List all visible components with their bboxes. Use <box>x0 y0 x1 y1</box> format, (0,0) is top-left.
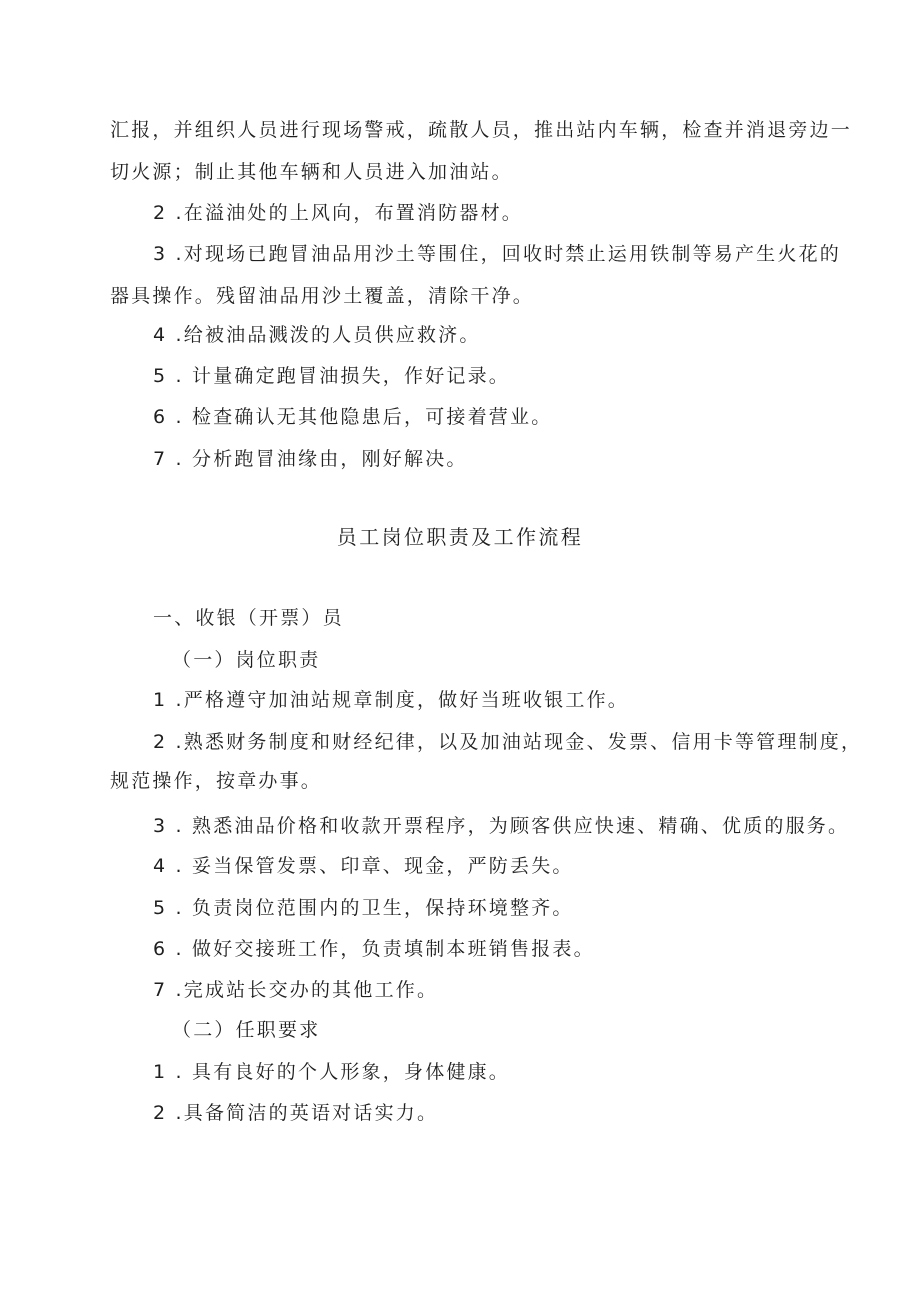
list-item: 7 .完成站长交办的其他工作。 <box>153 979 439 1001</box>
paragraph-line: 切火源；制止其他车辆和人员进入加油站。 <box>110 161 513 183</box>
list-item: 2 .具备简洁的英语对话实力。 <box>153 1102 439 1124</box>
list-item-continuation: 器具操作。残留油品用沙土覆盖，清除干净。 <box>110 285 535 307</box>
document-title: 员工岗位职责及工作流程 <box>336 525 584 549</box>
list-item: 4 . 妥当保管发票、印章、现金，严防丢失。 <box>153 855 574 877</box>
list-item: 3 . 熟悉油品价格和收款开票程序，为顾客供应快速、精确、优质的服务。 <box>153 815 850 837</box>
list-item: 6 . 做好交接班工作，负责填制本班销售报表。 <box>153 938 595 960</box>
list-item: 2 .熟悉财务制度和财经纪律，以及加油站现金、发票、信用卡等管理制度， <box>153 731 863 753</box>
list-item: 1 .严格遵守加油站规章制度，做好当班收银工作。 <box>153 689 629 711</box>
list-item: 1 . 具有良好的个人形象，身体健康。 <box>153 1061 511 1083</box>
list-item: 6 . 检查确认无其他隐患后，可接着营业。 <box>153 406 553 428</box>
subsection-heading: （一）岗位职责 <box>172 649 321 671</box>
subsection-heading: （二）任职要求 <box>172 1019 321 1041</box>
list-item-continuation: 规范操作，按章办事。 <box>110 770 323 792</box>
paragraph-line: 汇报，并组织人员进行现场警戒，疏散人员，推出站内车辆，检查并消退旁边一 <box>110 119 853 141</box>
list-item: 4 .给被油品溅泼的人员供应救济。 <box>153 324 481 346</box>
section-heading: 一、收银（开票）员 <box>153 607 344 629</box>
list-item: 2 .在溢油处的上风向，布置消防器材。 <box>153 202 523 224</box>
list-item: 3 .对现场已跑冒油品用沙土等围住，回收时禁止运用铁制等易产生火花的 <box>153 243 841 265</box>
list-item: 5 . 计量确定跑冒油损失，作好记录。 <box>153 365 511 387</box>
list-item: 7 . 分析跑冒油缘由，刚好解决。 <box>153 448 468 470</box>
list-item: 5 . 负责岗位范围内的卫生，保持环境整齐。 <box>153 897 574 919</box>
